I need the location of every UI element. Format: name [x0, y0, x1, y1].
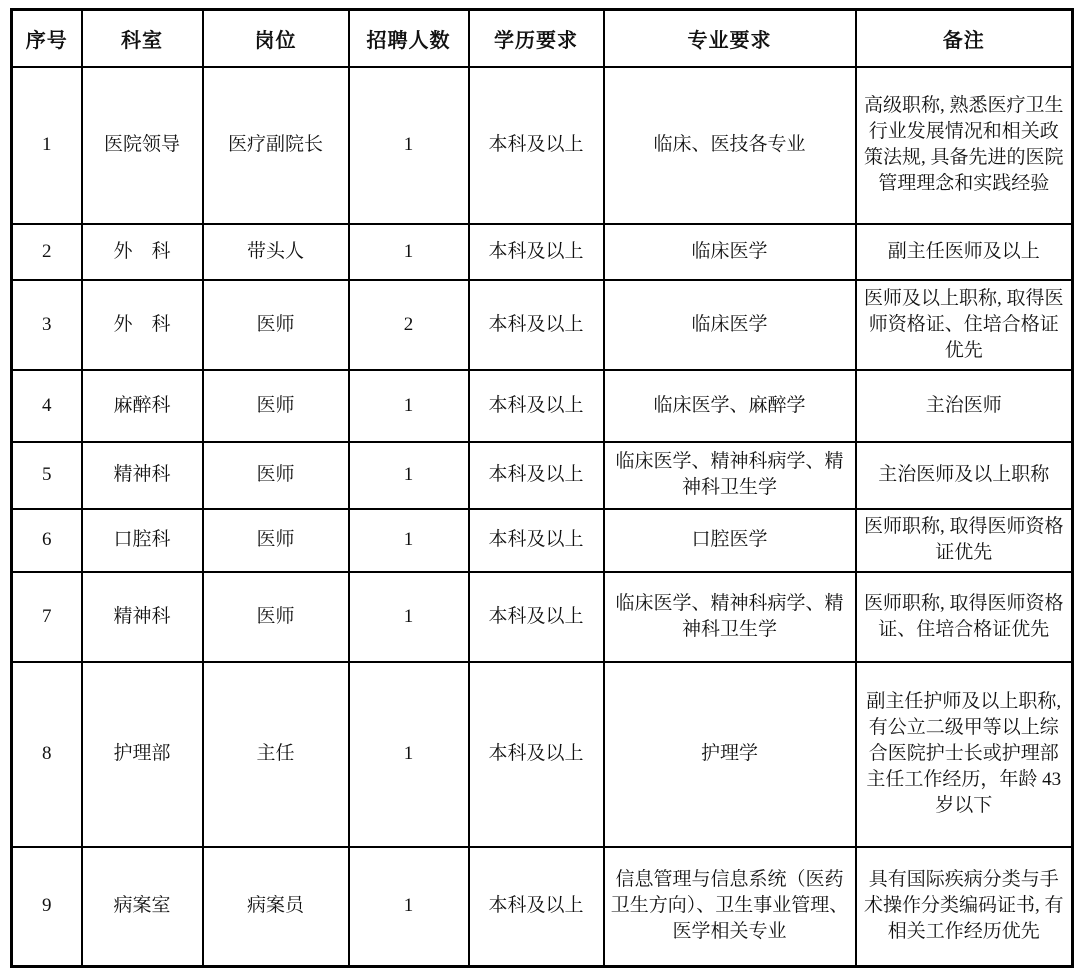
table-row [12, 370, 1073, 442]
header-row [12, 10, 1073, 67]
cell-number: 9 [12, 847, 82, 967]
cell-major: 信息管理与信息系统（医药卫生方向）、卫生事业管理、医学相关专业 [604, 847, 856, 967]
table-row [12, 280, 1073, 370]
cell-education: 本科及以上 [469, 509, 604, 572]
cell-notes: 主治医师 [856, 370, 1073, 442]
cell-headcount: 1 [349, 224, 469, 280]
cell-headcount: 1 [349, 572, 469, 662]
cell-number: 2 [12, 224, 82, 280]
cell-education: 本科及以上 [469, 280, 604, 370]
col-header-notes: 备注 [856, 10, 1073, 67]
cell-position: 带头人 [203, 224, 349, 280]
cell-department: 护理部 [82, 662, 203, 847]
cell-department: 外 科 [82, 224, 203, 280]
cell-headcount: 1 [349, 370, 469, 442]
cell-major: 口腔医学 [604, 509, 856, 572]
cell-headcount: 1 [349, 67, 469, 224]
cell-education: 本科及以上 [469, 572, 604, 662]
cell-department: 病案室 [82, 847, 203, 967]
cell-education: 本科及以上 [469, 224, 604, 280]
cell-number: 5 [12, 442, 82, 509]
cell-major: 临床医学 [604, 224, 856, 280]
cell-major: 临床医学、精神科病学、精神科卫生学 [604, 442, 856, 509]
cell-headcount: 2 [349, 280, 469, 370]
cell-major: 护理学 [604, 662, 856, 847]
cell-position: 医师 [203, 572, 349, 662]
cell-number: 1 [12, 67, 82, 224]
cell-position: 医师 [203, 370, 349, 442]
table-row [12, 67, 1073, 224]
cell-education: 本科及以上 [469, 370, 604, 442]
cell-notes: 副主任护师及以上职称, 有公立二级甲等以上综合医院护士长或护理部主任工作经历，年龄 43 岁以下 [856, 662, 1073, 847]
cell-department: 精神科 [82, 442, 203, 509]
cell-department: 麻醉科 [82, 370, 203, 442]
cell-major: 临床、医技各专业 [604, 67, 856, 224]
cell-notes: 医师及以上职称, 取得医师资格证、住培合格证优先 [856, 280, 1073, 370]
cell-position: 主任 [203, 662, 349, 847]
col-header-education: 学历要求 [469, 10, 604, 67]
cell-major: 临床医学、精神科病学、精神科卫生学 [604, 572, 856, 662]
col-header-department: 科室 [82, 10, 203, 67]
cell-headcount: 1 [349, 442, 469, 509]
cell-education: 本科及以上 [469, 442, 604, 509]
col-header-headcount: 招聘人数 [349, 10, 469, 67]
col-header-number: 序号 [12, 10, 82, 67]
cell-position: 病案员 [203, 847, 349, 967]
cell-department: 医院领导 [82, 67, 203, 224]
cell-department: 口腔科 [82, 509, 203, 572]
table-row [12, 662, 1073, 847]
table-row [12, 847, 1073, 967]
cell-notes: 医师职称, 取得医师资格证优先 [856, 509, 1073, 572]
cell-number: 7 [12, 572, 82, 662]
cell-notes: 具有国际疾病分类与手术操作分类编码证书, 有相关工作经历优先 [856, 847, 1073, 967]
col-header-position: 岗位 [203, 10, 349, 67]
cell-number: 6 [12, 509, 82, 572]
cell-number: 8 [12, 662, 82, 847]
table-row [12, 509, 1073, 572]
cell-position: 医师 [203, 442, 349, 509]
cell-headcount: 1 [349, 847, 469, 967]
cell-headcount: 1 [349, 509, 469, 572]
cell-major: 临床医学、麻醉学 [604, 370, 856, 442]
cell-notes: 高级职称, 熟悉医疗卫生行业发展情况和相关政策法规, 具备先进的医院管理理念和实践经验 [856, 67, 1073, 224]
table-row [12, 224, 1073, 280]
cell-position: 医师 [203, 280, 349, 370]
cell-department: 精神科 [82, 572, 203, 662]
cell-notes: 主治医师及以上职称 [856, 442, 1073, 509]
cell-notes: 医师职称, 取得医师资格证、住培合格证优先 [856, 572, 1073, 662]
recruitment-table [10, 8, 1074, 968]
cell-position: 医师 [203, 509, 349, 572]
cell-position: 医疗副院长 [203, 67, 349, 224]
cell-major: 临床医学 [604, 280, 856, 370]
cell-headcount: 1 [349, 662, 469, 847]
cell-number: 4 [12, 370, 82, 442]
cell-number: 3 [12, 280, 82, 370]
cell-department: 外 科 [82, 280, 203, 370]
cell-education: 本科及以上 [469, 847, 604, 967]
table-row [12, 572, 1073, 662]
table-row [12, 442, 1073, 509]
cell-education: 本科及以上 [469, 67, 604, 224]
cell-notes: 副主任医师及以上 [856, 224, 1073, 280]
cell-education: 本科及以上 [469, 662, 604, 847]
col-header-major: 专业要求 [604, 10, 856, 67]
